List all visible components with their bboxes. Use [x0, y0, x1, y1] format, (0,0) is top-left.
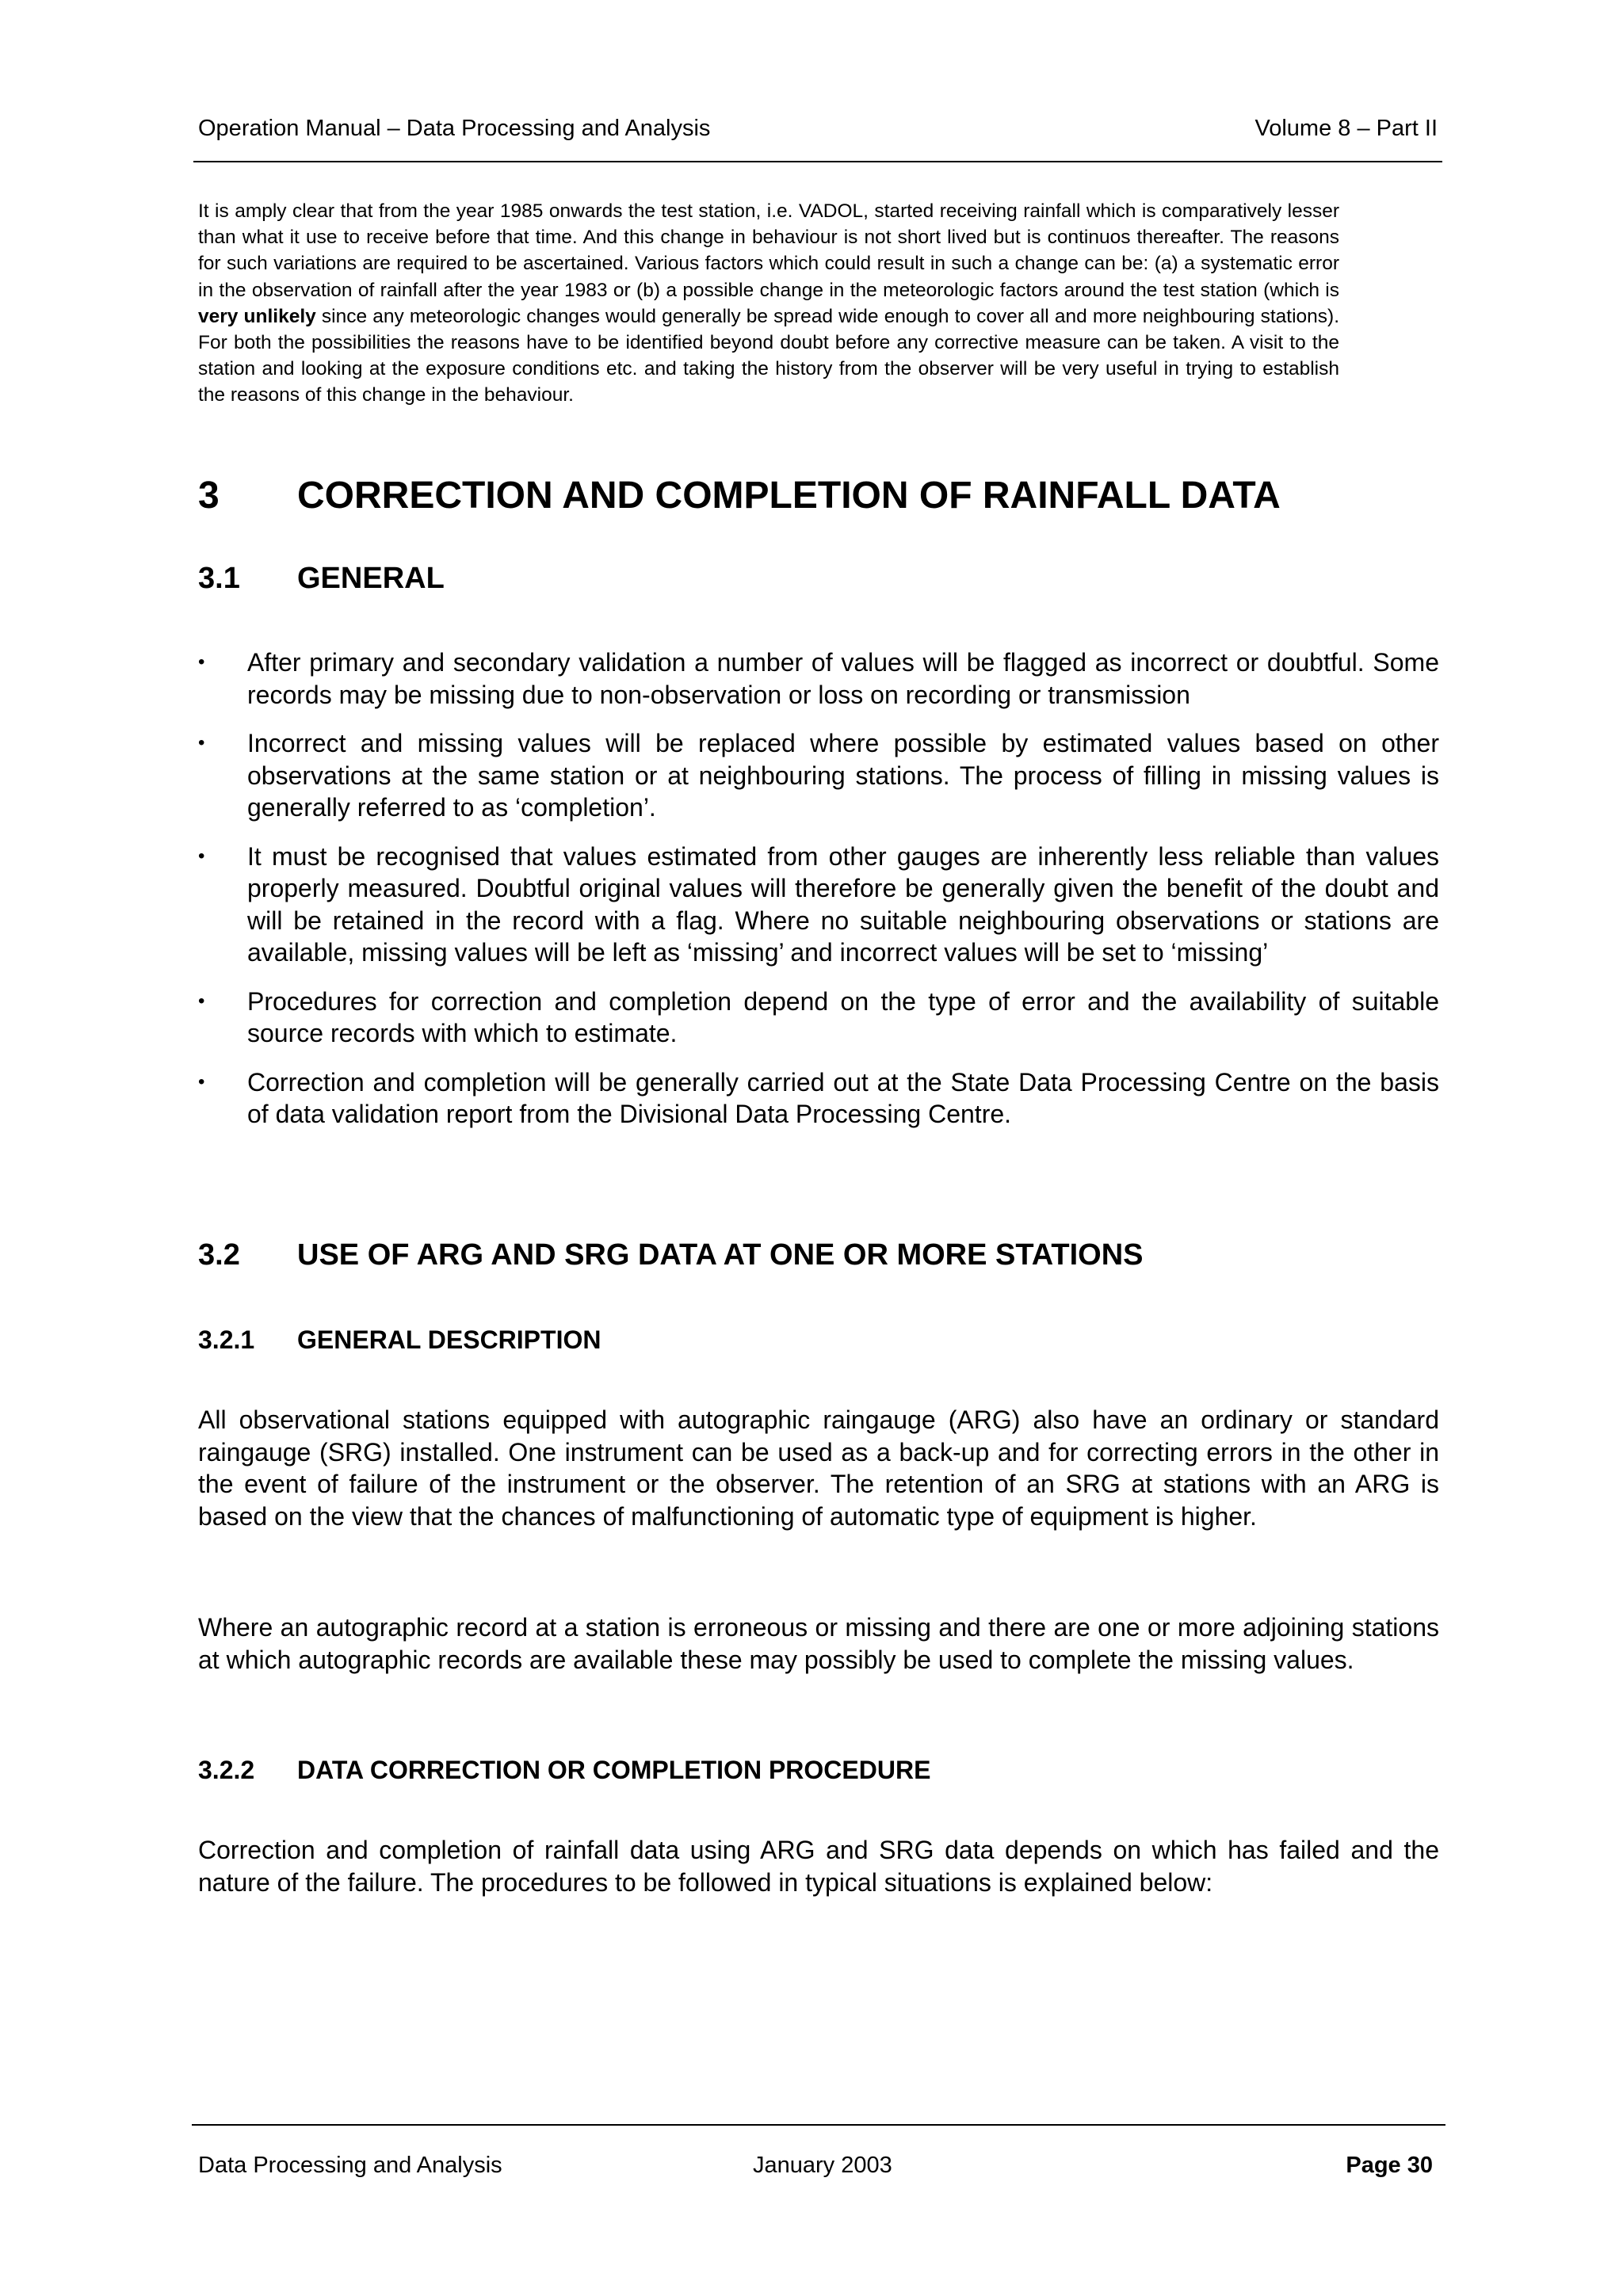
list-item — [198, 841, 1439, 969]
section-3-title: CORRECTION AND COMPLETION OF RAINFALL DATA — [297, 475, 1281, 517]
bullet-icon: • — [198, 990, 205, 1012]
bullet-icon: • — [198, 845, 205, 867]
general-description-paragraph-1: All observational stations equipped with autographic raingauge (ARG) also have an ordinary or standard raingauge (SRG) installed. One instrument can be used as a back-up and for correcting errors in the other in the event of failure of the instrument or the observer. The retention of an SRG at stations with an ARG is based on the view that the chances of malfunctioning of automatic type of equipment is higher. — [198, 1405, 1439, 1531]
bullet-icon: • — [198, 651, 205, 673]
section-3-2-2-number: 3.2.2 — [198, 1756, 255, 1784]
section-3-2-1-title: GENERAL DESCRIPTION — [297, 1325, 601, 1354]
section-3-1-title: GENERAL — [297, 562, 445, 595]
procedure-paragraph: Correction and completion of rainfall data using ARG and SRG data depends on which has failed and the nature of the failure. The procedures to be followed in typical situations is explained below: — [198, 1836, 1439, 1897]
section-3-1-number: 3.1 — [198, 562, 240, 595]
section-3-2-title: USE OF ARG AND SRG DATA AT ONE OR MORE STATIONS — [297, 1238, 1144, 1272]
general-bullet-list — [198, 646, 1439, 1147]
section-3-2-1-number: 3.2.1 — [198, 1325, 255, 1354]
intro-paragraph — [198, 198, 1339, 409]
list-item — [198, 646, 1439, 711]
list-item-text: It must be recognised that values estimated from other gauges are inherently less reliable than values properly measured. Doubtful original values will therefore be generally given the benefit of the doubt and will be retained in the record with a flag. Where no suitable neighbouring observations or stations are available, missing values will be left as ‘missing’ and incorrect values will be set to ‘missing’ — [247, 841, 1439, 967]
header-volume: Volume 8 – Part II — [1254, 116, 1438, 141]
list-item — [198, 727, 1439, 824]
intro-text-before: It is amply clear that from the year 1985 onwards the test station, i.e. VADOL, started receiving rainfall which is comparatively lesser than what it use to receive before that time. And this change in behaviour is not short lived but is continuos thereafter. The reasons for such variations are required to be ascertained. Various factors which could result in such a change can be: (a) a systematic error in the observation of rainfall after the year 1983 or (b) a possible change in the meteorologic factors around the test station (which is — [198, 200, 1339, 301]
intro-bold-text: very unlikely — [198, 305, 316, 327]
footer-rule — [192, 2124, 1445, 2126]
intro-text-after: since any meteorologic changes would generally be spread wide enough to cover all and more neighbouring stations). For both the possibilities the reasons have to be identified beyond doubt before any corrective measure can be taken. A visit to the station and looking at the exposure conditions etc. and taking the history from the observer will be very useful in trying to establish the reasons of this change in the behaviour. — [198, 305, 1339, 406]
list-item-text: Correction and completion will be generally carried out at the State Data Processing Centre on the basis of data validation report from the Divisional Data Processing Centre. — [247, 1067, 1439, 1128]
page-number: Page 30 — [1346, 2153, 1433, 2178]
footer-title: Data Processing and Analysis — [198, 2153, 502, 2178]
list-item — [198, 986, 1439, 1050]
bullet-icon: • — [198, 1070, 205, 1093]
page-header — [198, 111, 1438, 146]
header-rule — [193, 161, 1442, 162]
list-item-text: Procedures for correction and completion depend on the type of error and the availability of suitable source records with which to estimate. — [247, 986, 1439, 1047]
bullet-icon: • — [198, 732, 205, 753]
section-3-2-2-title: DATA CORRECTION OR COMPLETION PROCEDURE — [297, 1756, 931, 1784]
general-description-paragraph-2: Where an autographic record at a station is erroneous or missing and there are one or more adjoining stations at which autographic records are available these may possibly be used to complete the missing values. — [198, 1613, 1439, 1674]
footer-date: January 2003 — [753, 2153, 892, 2178]
list-item-text: After primary and secondary validation a number of values will be flagged as incorrect or doubtful. Some records may be missing due to non-observation or loss on recording or transmission — [247, 648, 1439, 709]
section-3-number: 3 — [198, 475, 220, 517]
list-item — [198, 1066, 1439, 1131]
list-item-text: Incorrect and missing values will be replaced where possible by estimated values based on other observations at the same station or at neighbouring stations. The process of filling in missing values is generally referred to as ‘completion’. — [247, 729, 1439, 822]
header-title: Operation Manual – Data Processing and Analysis — [198, 116, 711, 141]
section-3-2-number: 3.2 — [198, 1238, 240, 1272]
page-footer — [198, 2148, 1433, 2183]
